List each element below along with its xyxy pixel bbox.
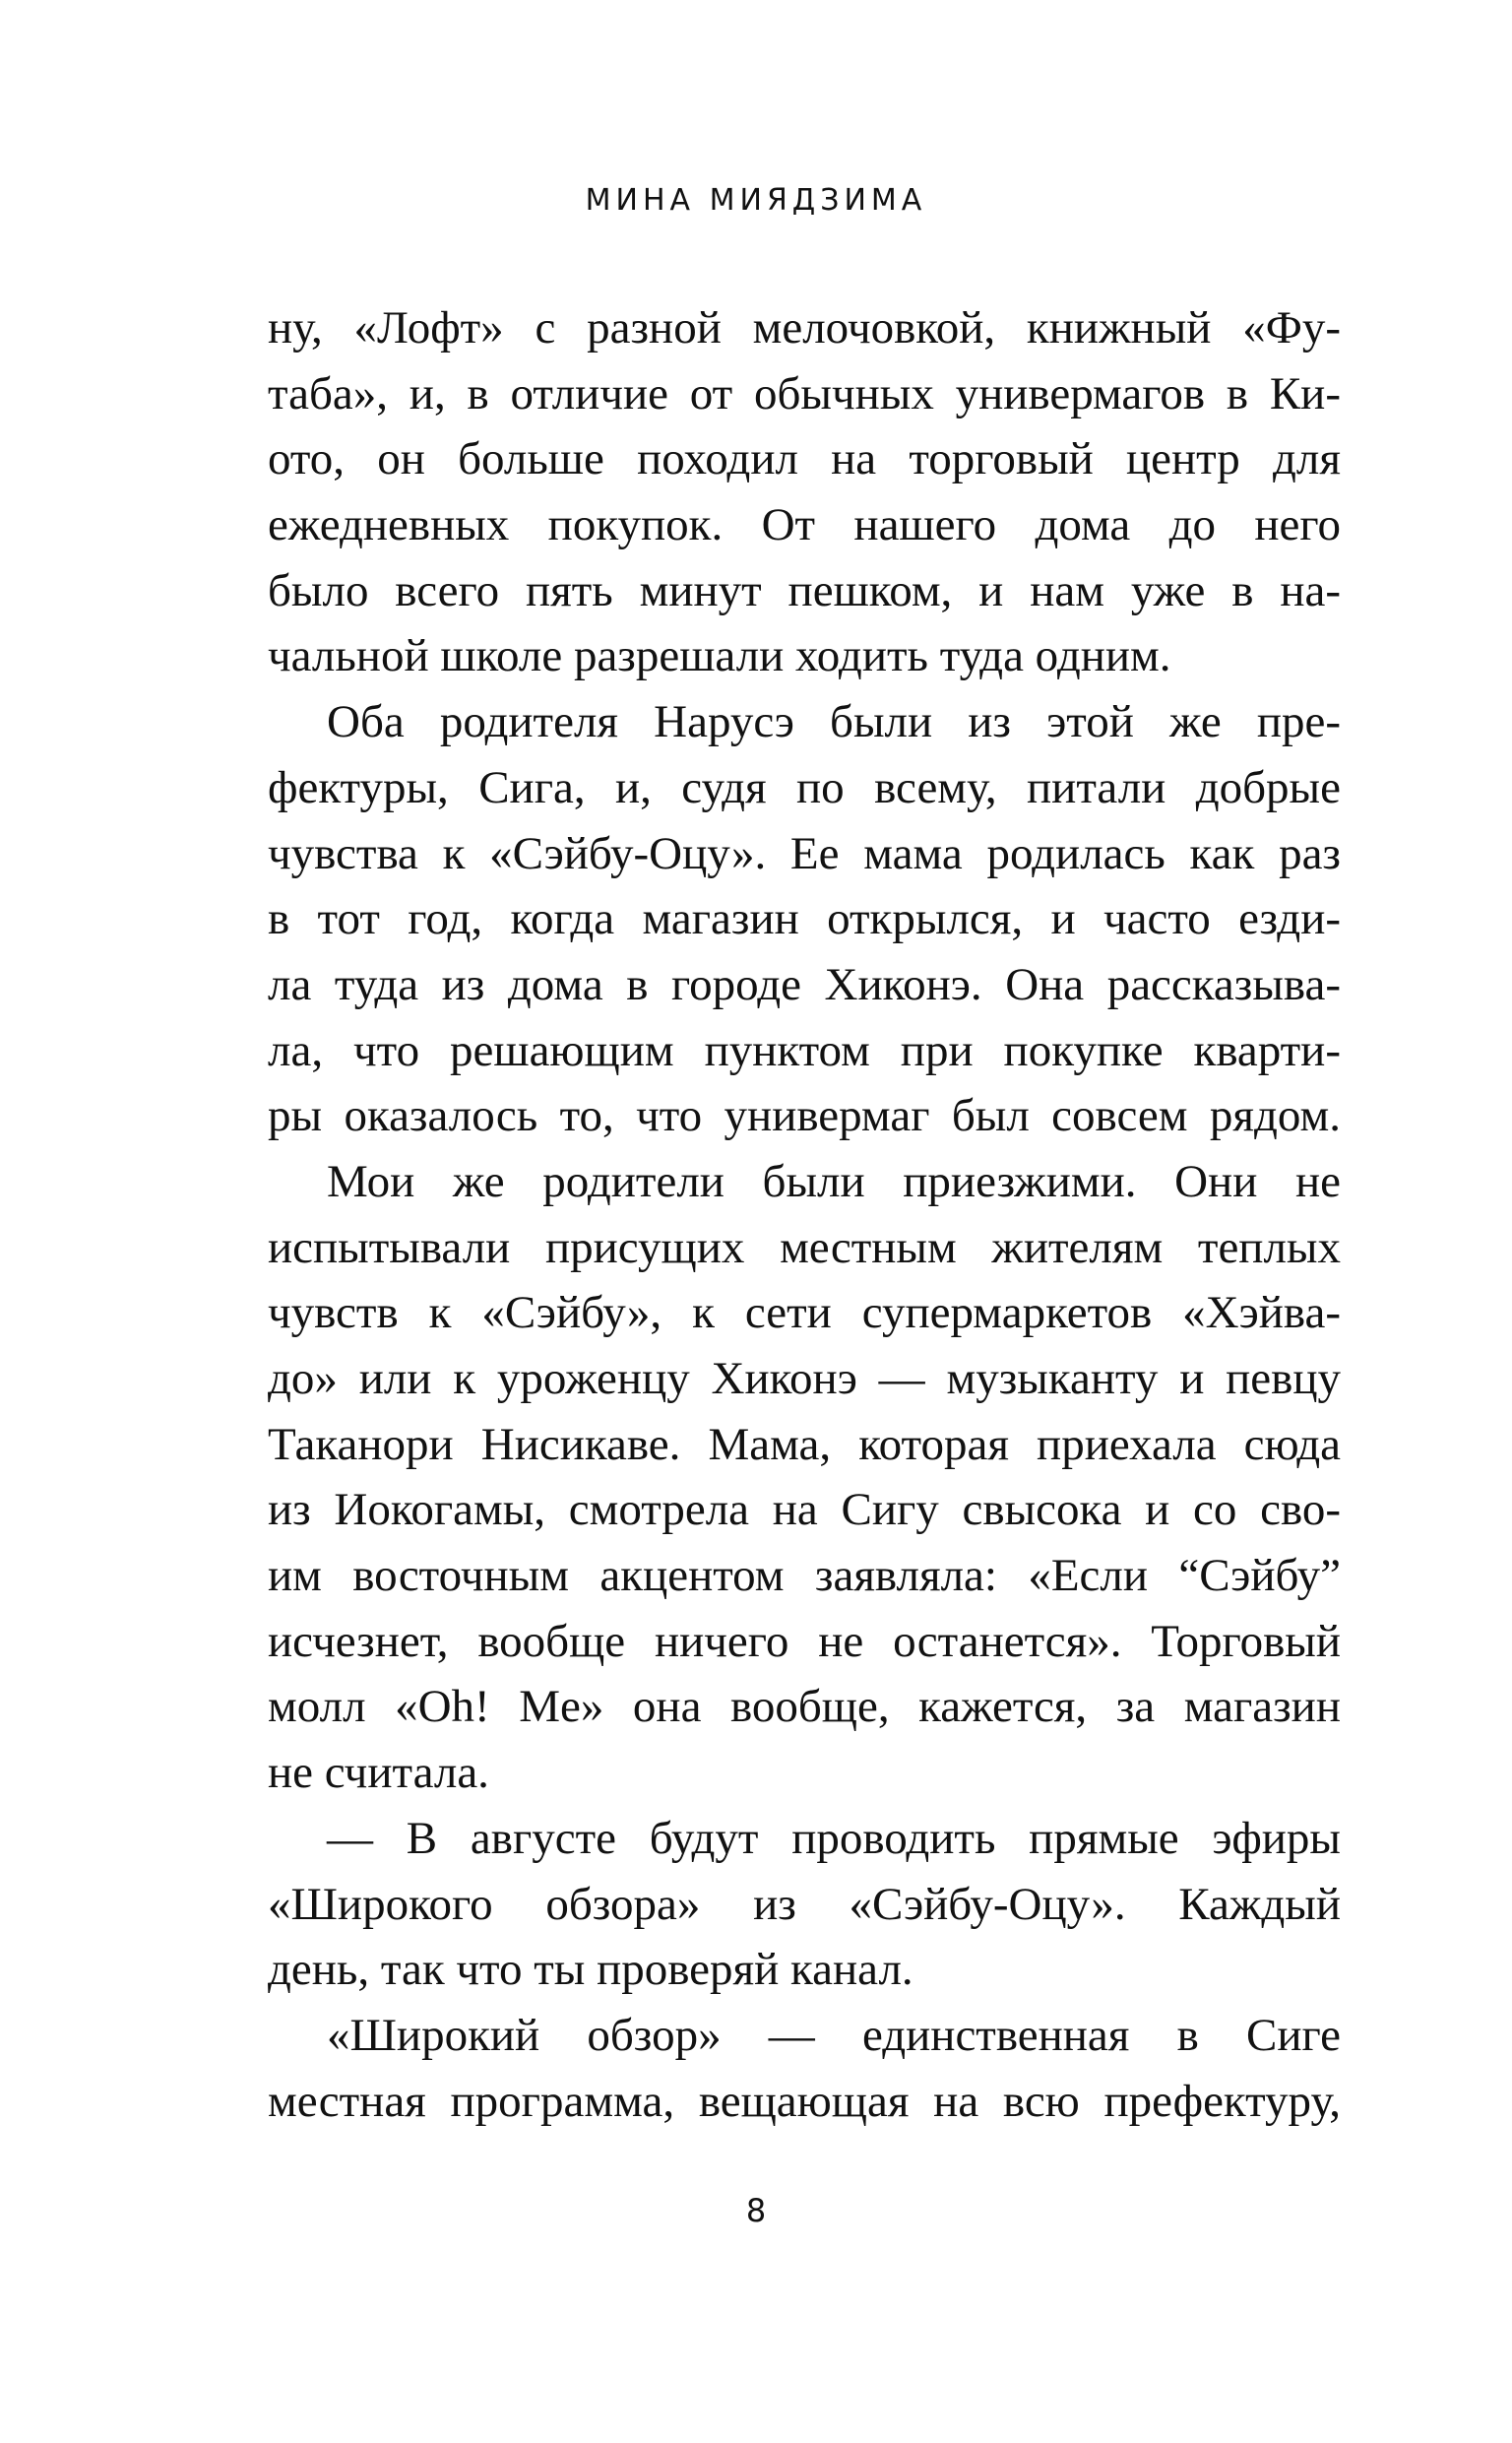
page-number: 8 xyxy=(745,2192,767,2229)
text-line: местная программа, вещающая на всю префектуру, xyxy=(268,2075,1341,2127)
text-line: исчезнет, вообще ничего не останется». Торговый xyxy=(268,1615,1341,1667)
text-line: чальной школе разрешали ходить туда одним. xyxy=(268,630,1171,682)
text-line: таба», и, в отличие от обычных универмагов в Ки- xyxy=(268,367,1341,419)
paragraph xyxy=(268,1149,1341,1806)
text-line: «Широкого обзора» из «Сэйбу-Оцу». Каждый xyxy=(268,1878,1341,1930)
paragraph xyxy=(268,295,1341,689)
text-line: из Иокогамы, смотрела на Сигу свысока и со сво- xyxy=(268,1484,1341,1536)
text-line: Таканори Нисикаве. Мама, которая приехала сюда xyxy=(268,1418,1341,1470)
text-line: до» или к уроженцу Хиконэ — музыканту и певцу xyxy=(268,1353,1341,1404)
text-line: «Широкий обзор» — единственная в Сиге xyxy=(327,2009,1341,2061)
text-line: в тот год, когда магазин открылся, и часто езди- xyxy=(268,893,1341,945)
text-line: им восточным акцентом заявляла: «Если “Сэйбу” xyxy=(268,1550,1341,1602)
text-line: Оба родителя Нарусэ были из этой же пре- xyxy=(327,696,1341,748)
text-line: Мои же родители были приезжими. Они не xyxy=(327,1155,1341,1207)
text-line: было всего пять минут пешком, и нам уже в на- xyxy=(268,564,1341,616)
text-line: фектуры, Сига, и, судя по всему, питали добрые xyxy=(268,761,1341,813)
text-line: ры оказалось то, что универмаг был совсем рядом. xyxy=(268,1090,1341,1142)
body-text xyxy=(268,295,1341,2134)
paragraph xyxy=(268,689,1341,1149)
text-line: молл «Oh! Me» она вообще, кажется, за магазин xyxy=(268,1681,1341,1733)
text-line: не считала. xyxy=(268,1747,489,1799)
text-line: ла туда из дома в городе Хиконэ. Она рассказыва- xyxy=(268,958,1341,1010)
text-line: ото, он больше походил на торговый центр для xyxy=(268,433,1341,485)
text-line: ежедневных покупок. От нашего дома до него xyxy=(268,499,1341,551)
text-line: — В августе будут проводить прямые эфиры xyxy=(327,1812,1341,1864)
running-header-author: МИНА МИЯДЗИМА xyxy=(585,183,927,218)
dialogue-paragraph xyxy=(268,1806,1341,2003)
text-line: чувств к «Сэйбу», к сети супермаркетов «Хэйва- xyxy=(268,1287,1341,1339)
text-line: ла, что решающим пунктом при покупке кварти- xyxy=(268,1024,1341,1076)
text-line: чувства к «Сэйбу-Оцу». Ее мама родилась как раз xyxy=(268,827,1341,879)
paragraph xyxy=(268,2003,1341,2134)
text-line: ну, «Лофт» с разной мелочовкой, книжный «Фу- xyxy=(268,302,1341,354)
text-line: испытывали присущих местным жителям теплых xyxy=(268,1221,1341,1273)
text-line: день, так что ты проверяй канал. xyxy=(268,1944,914,1996)
